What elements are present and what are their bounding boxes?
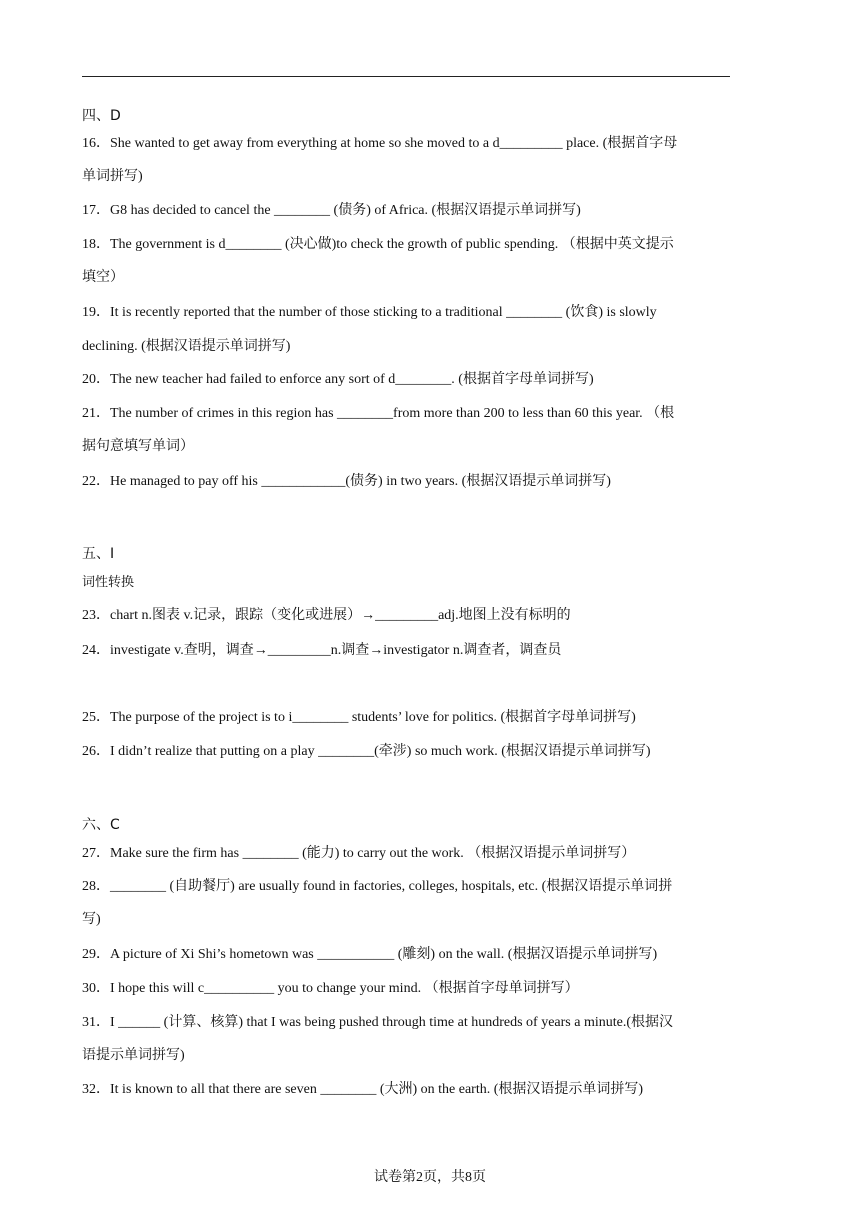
question-line: 语提示单词拼写) [82, 1048, 185, 1063]
question-line: 27．Make sure the firm has ________ (能力) to carry out the work. （根据汉语提示单词拼写） [82, 846, 636, 861]
question-line: 16．She wanted to get away from everything at home so she moved to a d_________ place. (根据首字母 [82, 136, 678, 151]
question-line: 30．I hope this will c__________ you to change your mind. （根据首字母单词拼写） [82, 981, 579, 996]
question-line: 31．I ______ (计算、核算) that I was being pushed through time at hundreds of years a minute.(根据汉 [82, 1015, 674, 1030]
question-line: 填空） [82, 270, 124, 285]
question-line: 21．The number of crimes in this region has ________from more than 200 to less than 60 this year. （根 [82, 406, 675, 421]
section-heading: 五、I [82, 546, 115, 562]
question-line: 25．The purpose of the project is to i________ students’ love for politics. (根据首字母单词拼写) [82, 710, 636, 725]
page-footer: 试卷第2页，共8页 [374, 1170, 486, 1185]
question-line: 28．________ (自助餐厅) are usually found in factories, colleges, hospitals, etc. (根据汉语提示单词拼 [82, 879, 673, 894]
question-line: 单词拼写) [82, 169, 143, 184]
question-line: 据句意填写单词） [82, 439, 194, 454]
section-heading: 六、C [82, 817, 120, 833]
question-line: 29．A picture of Xi Shi’s hometown was ___________ (雕刻) on the wall. (根据汉语提示单词拼写) [82, 947, 658, 962]
section-heading: 四、D [82, 108, 121, 124]
question-line: 22．He managed to pay off his ____________(债务) in two years. (根据汉语提示单词拼写) [82, 474, 611, 489]
header-rule [82, 76, 730, 77]
question-line: 32．It is known to all that there are seven ________ (大洲) on the earth. (根据汉语提示单词拼写) [82, 1082, 644, 1097]
question-line: 24．investigate v.查明，调查→_________n.调查→investigator n.调查者，调查员 [82, 643, 562, 658]
question-line: 26．I didn’t realize that putting on a play ________(牵涉) so much work. (根据汉语提示单词拼写) [82, 744, 651, 759]
question-line: 写) [82, 912, 101, 927]
question-line: 18．The government is d________ (决心做)to check the growth of public spending. （根据中英文提示 [82, 237, 674, 252]
question-line: 19．It is recently reported that the number of those sticking to a traditional ________ (饮食) is slowly [82, 305, 657, 320]
question-line: 17．G8 has decided to cancel the ________ (债务) of Africa. (根据汉语提示单词拼写) [82, 203, 581, 218]
question-line: declining. (根据汉语提示单词拼写) [82, 339, 291, 354]
question-line: 23．chart n.图表 v.记录，跟踪（变化或进展）→_________adj.地图上没有标明的 [82, 608, 571, 623]
section-subheading: 词性转换 [82, 575, 135, 590]
question-line: 20．The new teacher had failed to enforce any sort of d________. (根据首字母单词拼写) [82, 372, 594, 387]
